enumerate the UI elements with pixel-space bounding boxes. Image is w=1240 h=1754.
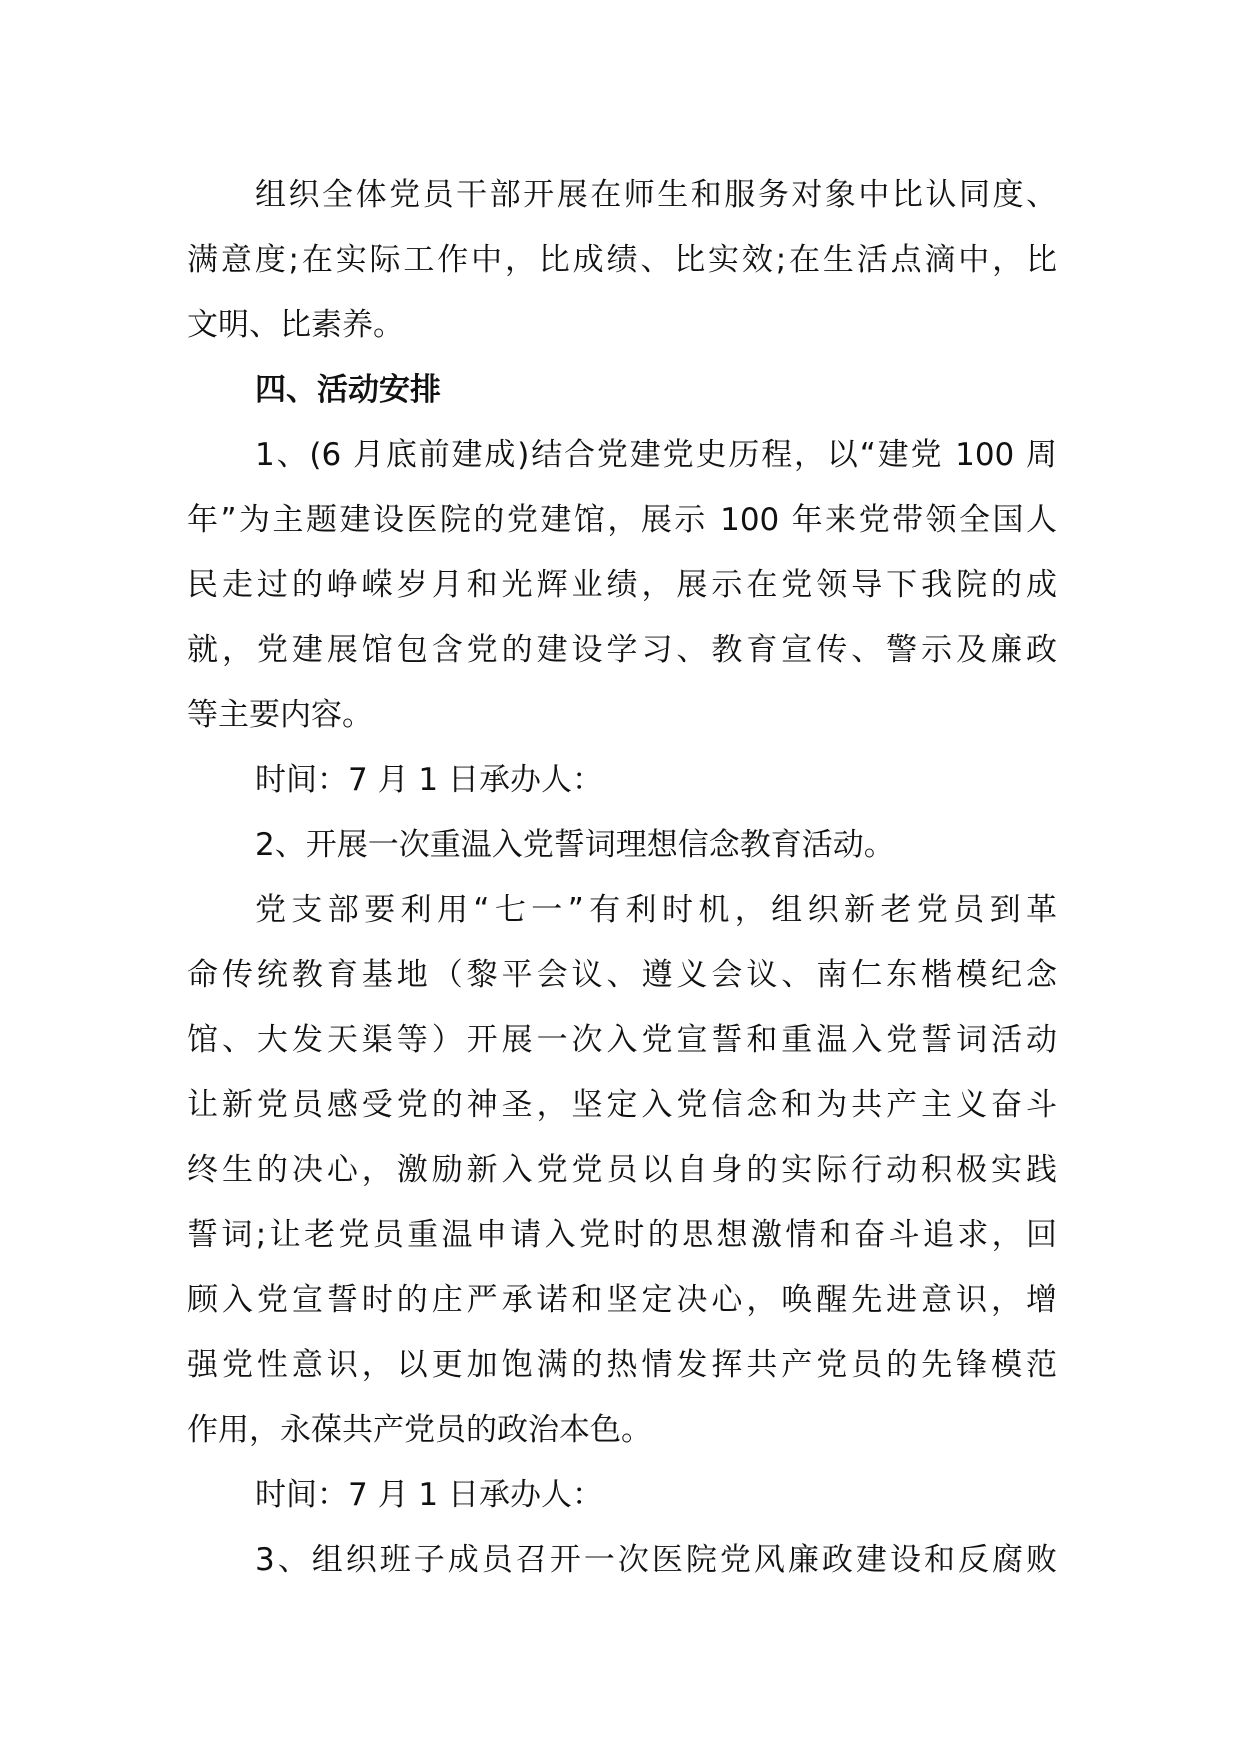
text-line: 2、开展一次重温入党誓词理想信念教育活动。 (255, 827, 895, 863)
text-line: 1、(6 月底前建成)结合党建党史历程，以“建党 100 周 (255, 437, 1057, 473)
section-heading: 四、活动安排 (255, 372, 441, 408)
text-line: 党支部要利用“七一”有利时机，组织新老党员到革 (255, 892, 1057, 928)
text-line: 组织全体党员干部开展在师生和服务对象中比认同度、 (255, 177, 1057, 213)
text-line: 满意度;在实际工作中，比成绩、比实效;在生活点滴中，比 (187, 242, 1057, 278)
text-line: 终生的决心，激励新入党党员以自身的实际行动积极实践 (187, 1152, 1057, 1188)
text-line: 年”为主题建设医院的党建馆，展示 100 年来党带领全国人 (187, 502, 1057, 538)
text-line: 等主要内容。 (187, 697, 373, 733)
text-line: 时间：7 月 1 日承办人： (255, 762, 604, 798)
text-line: 强党性意识，以更加饱满的热情发挥共产党员的先锋模范 (187, 1347, 1057, 1383)
text-line: 顾入党宣誓时的庄严承诺和坚定决心，唤醒先进意识，增 (187, 1282, 1057, 1318)
text-line: 作用，永葆共产党员的政治本色。 (187, 1412, 652, 1448)
text-line: 誓词;让老党员重温申请入党时的思想激情和奋斗追求，回 (187, 1217, 1057, 1253)
document-page (187, 163, 1057, 1593)
text-line: 馆、大发天渠等）开展一次入党宣誓和重温入党誓词活动 (187, 1022, 1057, 1058)
text-line: 文明、比素养。 (187, 307, 404, 343)
text-line: 命传统教育基地（黎平会议、遵义会议、南仁东楷模纪念 (187, 957, 1057, 993)
text-line: 时间：7 月 1 日承办人： (255, 1477, 604, 1513)
text-line: 让新党员感受党的神圣，坚定入党信念和为共产主义奋斗 (187, 1087, 1057, 1123)
text-line: 民走过的峥嵘岁月和光辉业绩，展示在党领导下我院的成 (187, 567, 1057, 603)
text-line: 3、组织班子成员召开一次医院党风廉政建设和反腐败 (255, 1542, 1057, 1578)
text-line: 就，党建展馆包含党的建设学习、教育宣传、警示及廉政 (187, 632, 1057, 668)
